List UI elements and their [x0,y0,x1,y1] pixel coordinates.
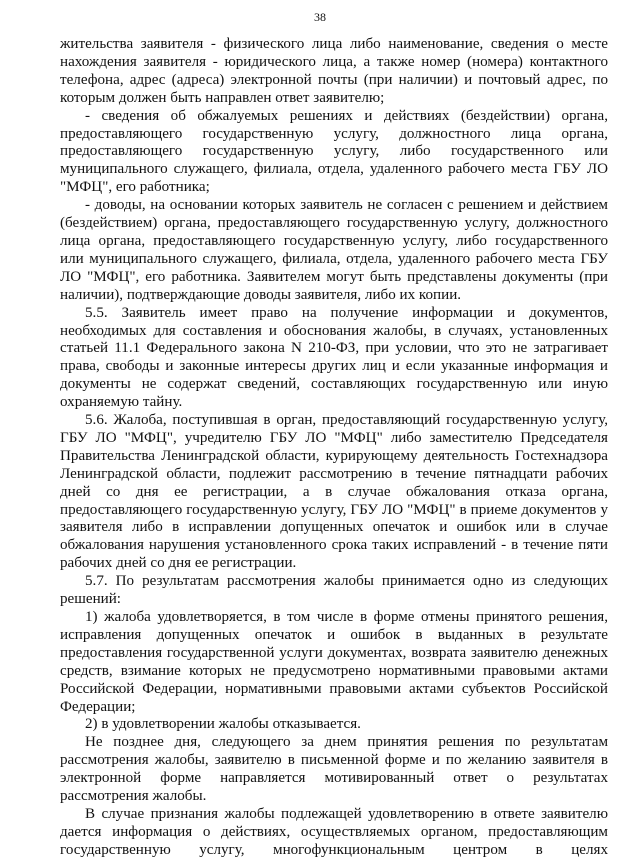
paragraph-applicant-address: жительства заявителя - физического лица либо наименование, сведения о месте нахождения заявителя - юридического лица, а также номер (номера) контактного телефона, адрес (адреса) электронной почты (при наличии) и почтовый адрес, по которым должен быть направлен ответ заявителю; [60,36,608,106]
document-body [60,36,608,860]
paragraph-5-7: 5.7. По результатам рассмотрения жалобы принимается одно из следующих решений: [60,573,608,608]
paragraph-appealed-decisions: - сведения об обжалуемых решениях и действиях (бездействии) органа, предоставляющего государственную услугу, должностного лица органа, предоставляющего государственную услугу, либо государственного или муниципального служащего, филиала, отдела, удаленного рабочего места ГБУ ЛО "МФЦ", его работника; [60,107,608,196]
paragraph-satisfied-complaint: В случае признания жалобы подлежащей удовлетворению в ответе заявителю дается информация о действиях, осуществляемых органом, предоставляющим государственную услугу, многофункциональным центром в целях [60,805,608,858]
paragraph-response-deadline: Не позднее дня, следующего за днем принятия решения по результатам рассмотрения жалобы, заявителю в письменной форме и по желанию заявителя в электронной форме направляется мотивированный ответ о результатах рассмотрения жалобы. [60,734,608,805]
paragraph-5-6: 5.6. Жалоба, поступившая в орган, предоставляющий государственную услугу, ГБУ ЛО "МФЦ", учредителю ГБУ ЛО "МФЦ" либо заместителю Председателя Правительства Ленинградской области, курирующему деятельность Гостехнадзора Ленинградской области, подлежит рассмотрению в течение пятнадцати рабочих дней со дня ее регистрации, а в случае обжалования отказа органа, предоставляющего государственную услугу, ГБУ ЛО "МФЦ" в приеме документов у заявителя либо в исправлении допущенных опечаток и ошибок или в случае обжалования нарушения установленного срока таких исправлений - в течение пяти рабочих дней со дня ее регистрации. [60,412,608,572]
paragraph-decision-1: 1) жалоба удовлетворяется, в том числе в форме отмены принятого решения, исправления допущенных опечаток и ошибок в выданных в результате предоставления государственной услуги документах, возврата заявителю денежных средств, взимание которых не предусмотрено нормативными правовыми актами Российской Федерации, нормативными правовыми актами субъектов Российской Федерации; [60,609,608,715]
page-number: 38 [314,10,326,24]
paragraph-arguments: - доводы, на основании которых заявитель не согласен с решением и действием (бездействием) органа, предоставляющего государственную услугу, должностного лица органа, предоставляющего государственную услугу, либо государственного или муниципального служащего, филиала, отдела, удаленного рабочего места ГБУ ЛО "МФЦ", его работника. Заявителем могут быть представлены документы (при наличии), подтверждающие доводы заявителя, либо их копии. [60,197,608,303]
paragraph-5-5: 5.5. Заявитель имеет право на получение информации и документов, необходимых для составления и обоснования жалобы, в случаях, установленных статьей 11.1 Федерального закона N 210-ФЗ, при условии, что это не затрагивает права, свободы и законные интересы других лиц и если указанные информация и документы не содержат сведений, составляющих государственную или иную охраняемую тайну. [60,304,608,411]
paragraph-decision-2: 2) в удовлетворении жалобы отказывается. [85,716,361,733]
